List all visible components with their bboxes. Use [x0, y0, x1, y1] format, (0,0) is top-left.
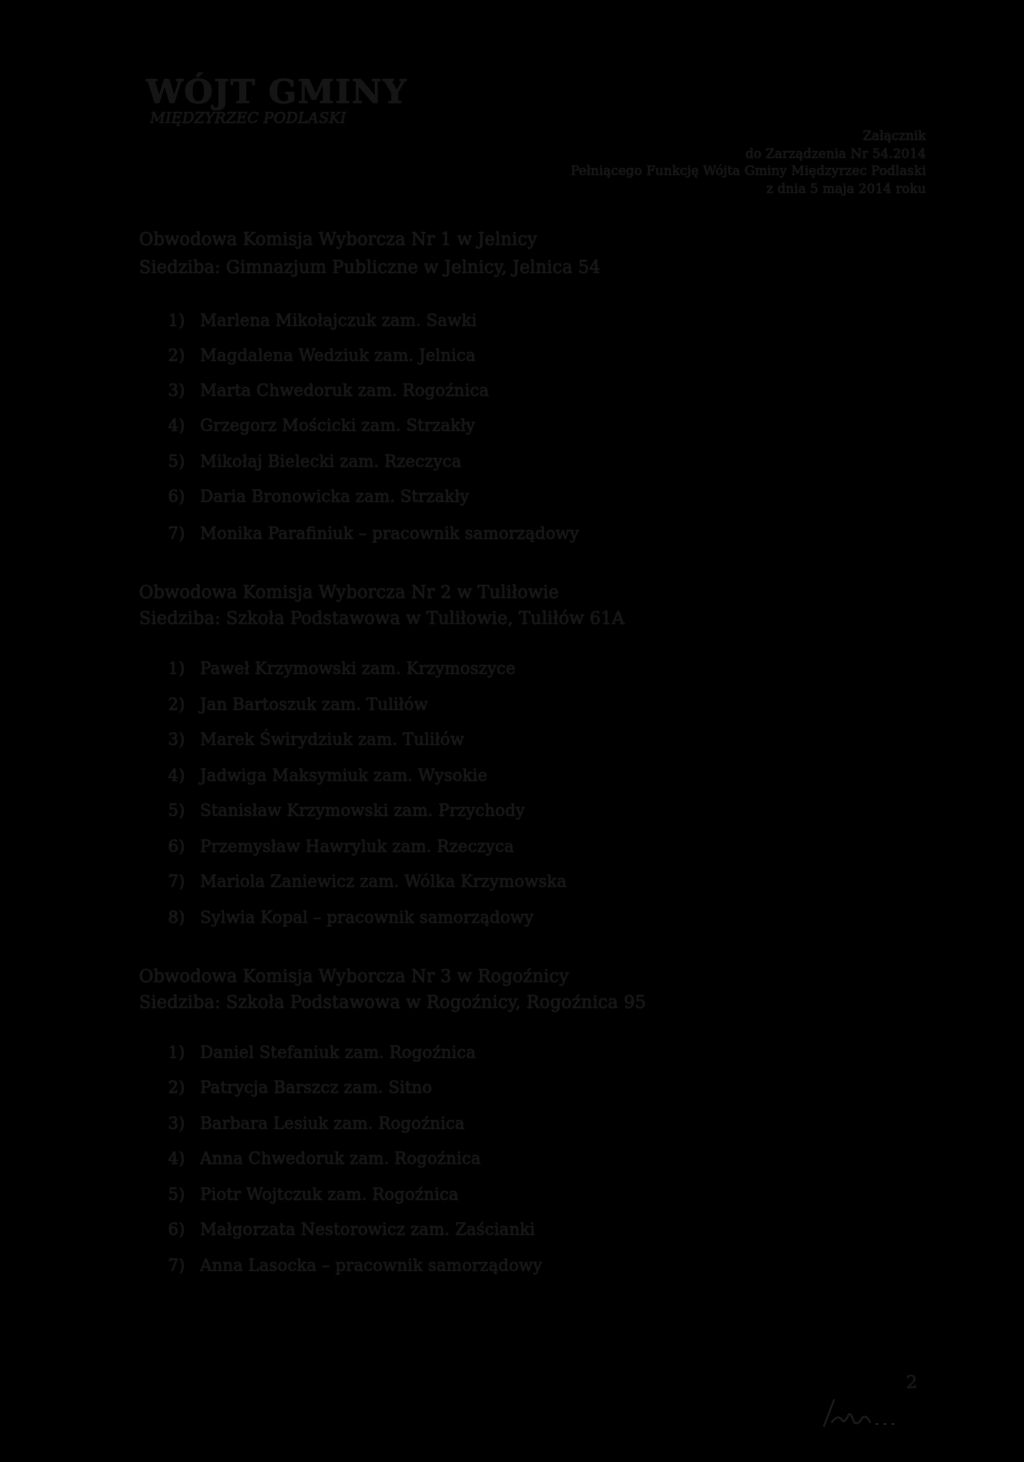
list-item	[168, 1185, 459, 1204]
item-number: 8)	[168, 908, 185, 927]
item-number: 6)	[168, 487, 185, 506]
item-text: Piotr Wojtczuk zam. Rogoźnica	[200, 1185, 459, 1204]
list-item	[168, 346, 476, 365]
item-number: 2)	[168, 346, 185, 365]
item-number: 4)	[168, 766, 185, 785]
item-text: Daria Bronowicka zam. Strzakły	[200, 487, 470, 506]
item-number: 3)	[168, 381, 185, 400]
item-text: Marlena Mikołajczuk zam. Sawki	[200, 311, 477, 330]
list-item	[168, 452, 462, 471]
item-number: 7)	[168, 872, 185, 891]
list-item	[168, 872, 567, 891]
item-text: Stanisław Krzymowski zam. Przychody	[200, 801, 525, 820]
item-text: Jadwiga Maksymiuk zam. Wysokie	[200, 766, 488, 785]
item-number: 5)	[168, 801, 185, 820]
list-item	[168, 1078, 432, 1097]
annex-line-4: z dnia 5 maja 2014 roku	[766, 181, 926, 197]
item-text: Przemysław Hawryluk zam. Rzeczyca	[200, 837, 515, 856]
list-item	[168, 311, 477, 330]
item-number: 4)	[168, 416, 185, 435]
item-number: 7)	[168, 1256, 185, 1275]
annex-line-1: Załącznik	[862, 129, 926, 144]
item-number: 3)	[168, 730, 185, 749]
signature	[820, 1392, 920, 1432]
section-3-seat: Siedziba: Szkoła Podstawowa w Rogoźnicy, Rogoźnica 95	[139, 993, 646, 1013]
item-text: Paweł Krzymowski zam. Krzymoszyce	[200, 659, 516, 678]
annex-line-2: do Zarządzenia Nr 54.2014	[745, 146, 926, 162]
item-text: Marek Świrydziuk zam. Tuliłów	[200, 730, 465, 749]
item-text: Marta Chwedoruk zam. Rogoźnica	[200, 381, 489, 400]
item-text: Daniel Stefaniuk zam. Rogoźnica	[200, 1043, 476, 1062]
annex-line-3: Pełniącego Funkcję Wójta Gminy Międzyrzec Podlaski	[570, 164, 926, 179]
item-number: 2)	[168, 1078, 185, 1097]
section-1-seat: Siedziba: Gimnazjum Publiczne w Jelnicy, Jelnica 54	[139, 258, 601, 278]
section-1-name: Obwodowa Komisja Wyborcza Nr 1 w Jelnicy	[139, 230, 538, 250]
item-number: 1)	[168, 1043, 185, 1062]
item-text: Mikołaj Bielecki zam. Rzeczyca	[200, 452, 462, 471]
section-2-name: Obwodowa Komisja Wyborcza Nr 2 w Tuliłowie	[139, 583, 559, 603]
item-text: Magdalena Wedziuk zam. Jelnica	[200, 346, 476, 365]
item-text: Monika Parafiniuk – pracownik samorządowy	[200, 524, 579, 543]
item-number: 6)	[168, 837, 185, 856]
authority-title: WÓJT GMINY	[146, 72, 408, 111]
list-item	[168, 524, 579, 543]
list-item	[168, 659, 516, 678]
list-item	[168, 381, 489, 400]
list-item	[168, 801, 525, 820]
list-item	[168, 416, 475, 435]
item-text: Barbara Lesiuk zam. Rogoźnica	[200, 1114, 465, 1133]
section-2-seat: Siedziba: Szkoła Podstawowa w Tuliłowie, Tuliłów 61A	[139, 609, 625, 629]
list-item	[168, 1149, 481, 1168]
list-item	[168, 1256, 542, 1275]
list-item	[168, 487, 469, 506]
list-item	[168, 908, 534, 927]
list-item	[168, 766, 487, 785]
list-item	[168, 730, 464, 749]
item-number: 4)	[168, 1149, 185, 1168]
item-number: 5)	[168, 1185, 185, 1204]
item-number: 1)	[168, 311, 185, 330]
item-text: Grzegorz Mościcki zam. Strzakły	[200, 416, 476, 435]
authority-subtitle: MIĘDZYRZEC PODLASKI	[150, 109, 347, 127]
section-3-name: Obwodowa Komisja Wyborcza Nr 3 w Rogoźnicy	[139, 967, 569, 987]
page-number: 2	[906, 1372, 918, 1393]
item-text: Sylwia Kopal – pracownik samorządowy	[200, 908, 534, 927]
list-item	[168, 695, 428, 714]
item-text: Patrycja Barszcz zam. Sitno	[200, 1078, 433, 1097]
item-text: Mariola Zaniewicz zam. Wólka Krzymowska	[200, 872, 567, 891]
list-item	[168, 1043, 476, 1062]
item-number: 3)	[168, 1114, 185, 1133]
item-text: Jan Bartoszuk zam. Tuliłów	[200, 695, 429, 714]
list-item	[168, 837, 514, 856]
list-item	[168, 1114, 465, 1133]
item-number: 6)	[168, 1220, 185, 1239]
item-number: 1)	[168, 659, 185, 678]
item-text: Małgorzata Nestorowicz zam. Zaścianki	[200, 1220, 536, 1239]
item-text: Anna Chwedoruk zam. Rogoźnica	[200, 1149, 481, 1168]
item-text: Anna Lasocka – pracownik samorządowy	[200, 1256, 543, 1275]
annex-note	[571, 128, 926, 198]
item-number: 5)	[168, 452, 185, 471]
item-number: 2)	[168, 695, 185, 714]
list-item	[168, 1220, 535, 1239]
item-number: 7)	[168, 524, 185, 543]
